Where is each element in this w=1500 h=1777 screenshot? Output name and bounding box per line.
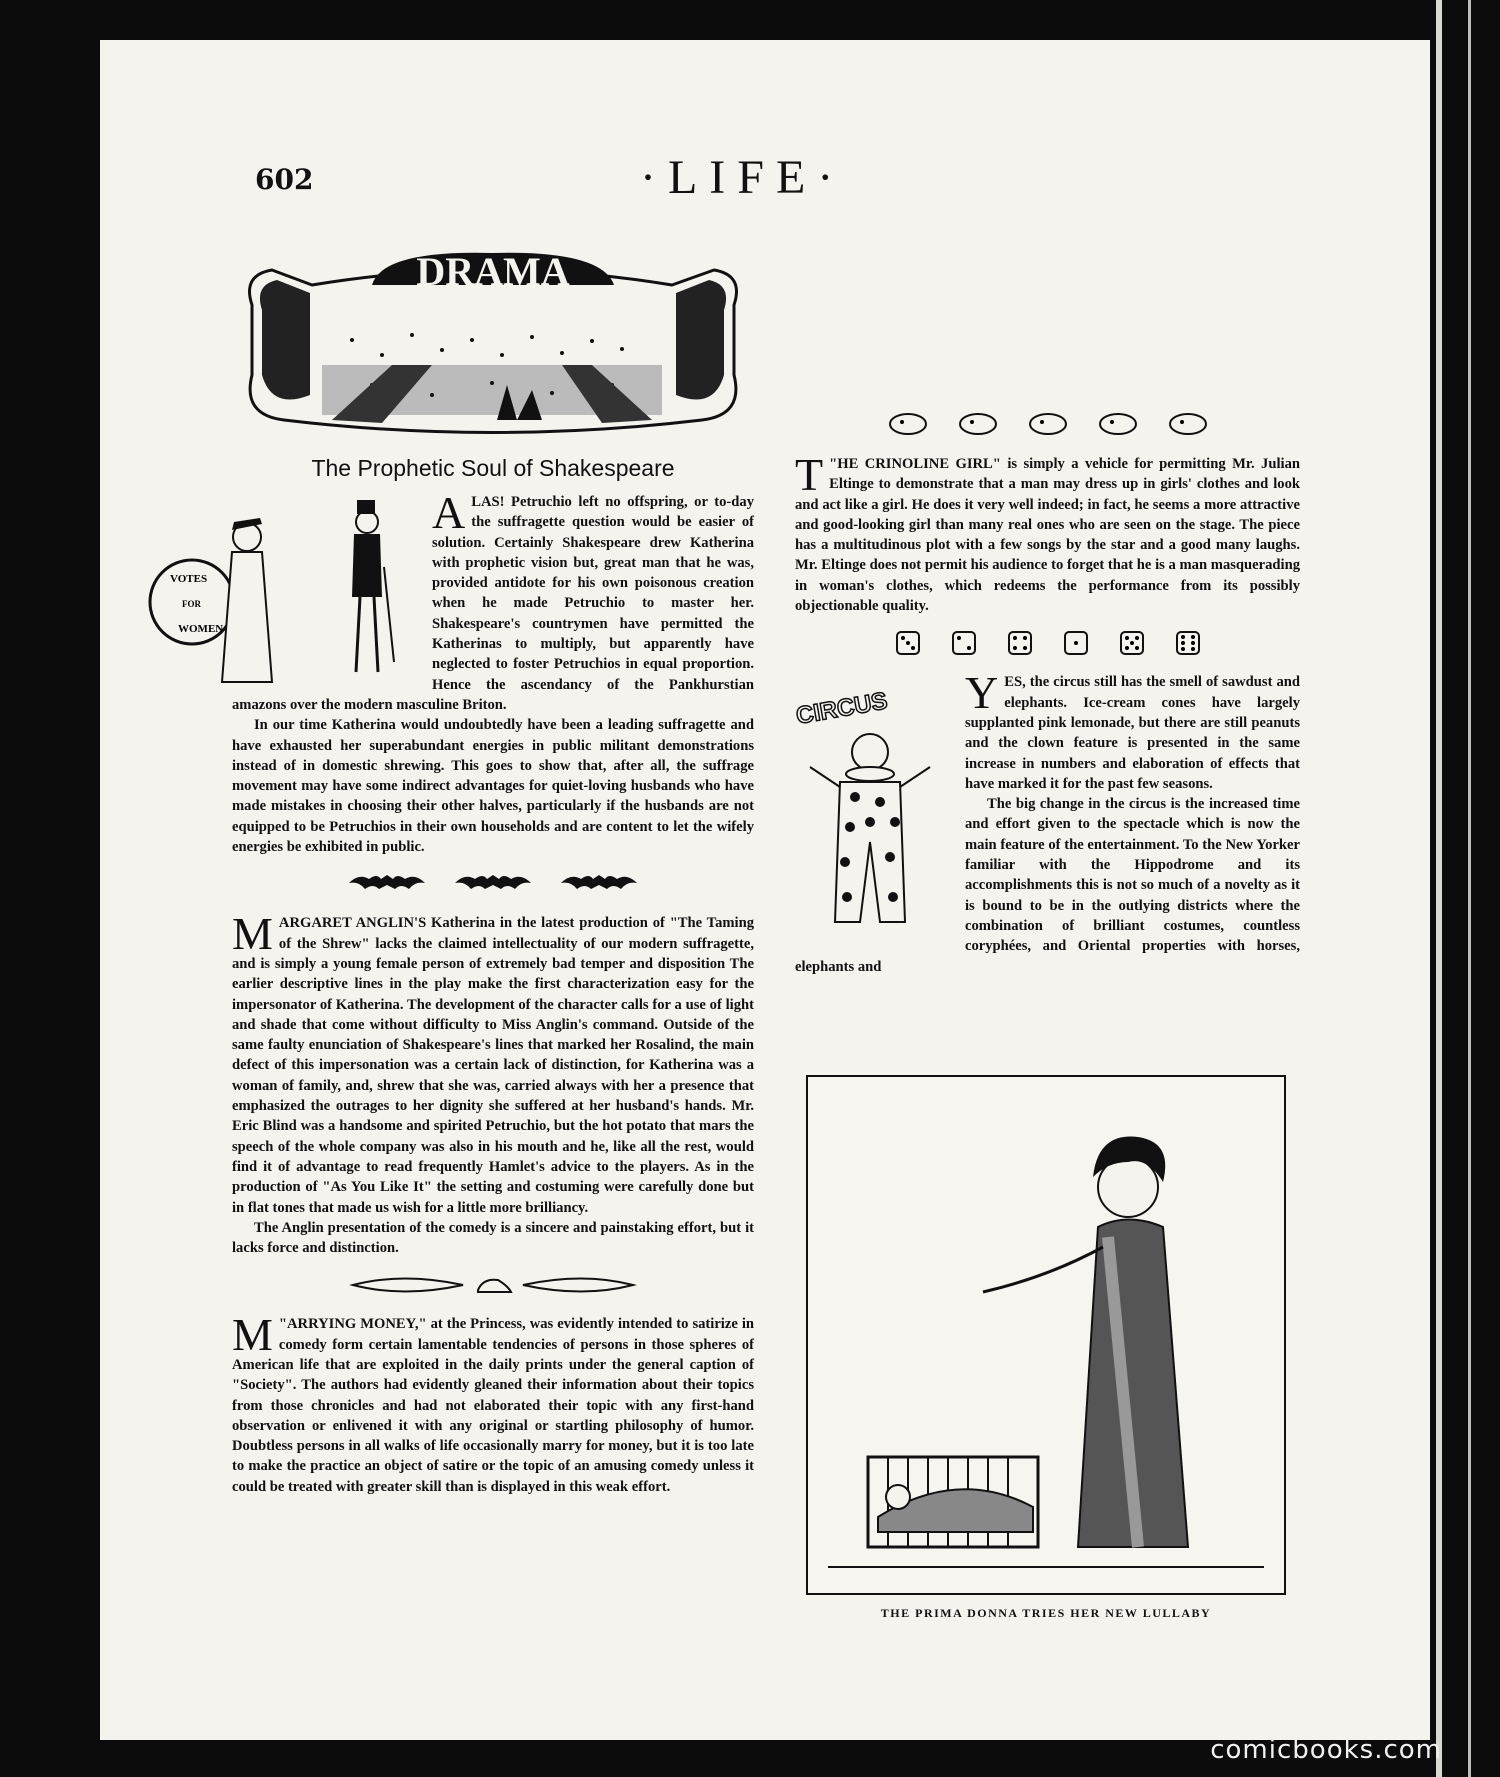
face-icon xyxy=(1168,412,1208,436)
drama-banner-title: DRAMA xyxy=(416,249,570,294)
paragraph: ARRYING MONEY," at the Princess, was evidently intended to satirize in comedy form certain lamentable tendencies of persons in those spheres of American life that are exploited in the daily prints under the general caption of "Society". The authors had evidently gleaned their information about their topics from those chronicles and had not elaborated their topic with any first-hand observation or enlivened it with any original or startling philosophy of humor. Doubtless persons in all walks of life occasionally marry for money, but it is too late to make the practice an object of satire or the topic of an amusing comedy unless it could be treated with greater skill than is displayed in this weak effort. xyxy=(232,1316,754,1495)
watermark: comicbooks.com xyxy=(1210,1735,1442,1765)
dropcap: M xyxy=(232,908,273,960)
bat-icon xyxy=(455,871,531,895)
quote-mark: " xyxy=(278,1316,288,1333)
paragraph: ES, the circus still has the smell of sawdust and elephants. Ice-cream cones have largely supplanted pink lemonade, but there are still peanuts and the clown feature is presented in the same increase in numbers and elaboration of effects that have marked it for the past few seasons. xyxy=(965,674,1300,792)
face-icon xyxy=(888,412,928,436)
paragraph: HE CRINOLINE GIRL" is simply a vehicle for permitting Mr. Julian Eltinge to demonstrate that a man may dress up in girls' clothes and look and act like a girl. He does it very well indeed; in fact, he seems a more attractive and good-looking girl than many real ones who are seen on the stage. The piece has a multitudinous plot with a few songs by the star and a good many laughs. Mr. Eltinge does not permit his audience to forget that he is a man masquerading in woman's clothes, which redeems the performance from its possibly objectionable quality. xyxy=(795,456,1300,615)
dropcap: Y xyxy=(965,667,999,719)
left-column xyxy=(170,245,754,1497)
circus-label: CIRCUS xyxy=(794,687,890,731)
next-page-edge-line xyxy=(1468,0,1471,1777)
die-icon xyxy=(951,630,977,656)
cartoon-caption: THE PRIMA DONNA TRIES HER NEW LULLABY xyxy=(880,1606,1212,1620)
die-icon xyxy=(1119,630,1145,656)
article-marrying-money xyxy=(232,1309,754,1497)
bat-ornament-divider xyxy=(232,871,754,899)
dropcap: A xyxy=(432,487,466,538)
paragraph: ARGARET ANGLIN'S Katherina in the latest production of "The Taming of the Shrew" lacks the claimed intellectuality of our modern suffragette, and is simply a young female person of extremely bad temper and disposition The earlier descriptive lines in the play make the first characterization easy for the impersonator of Katherina. The development of the character calls for a use of light and shade that come without difficulty to Miss Anglin's command. Outside of the same faulty enunciation of Shakespeare's lines that marked her Rosalind, the main defect of this impersonation was a certain lack of distinction, for Katherina was a woman of family, and, shrew that she was, carried always with her a presence that emphasized the outrages to her dignity she suffered at her husband's hands. Mr. Eric Blind was a handsome and spirited Petruchio, but the hot potato that mars the speech of the whole company was also in his mouth and he, like all the rest, would find it of advantage to read frequently Hamlet's advice to the players. As in the production of "As You Like It" the setting and costuming were carefully done but in flat tones that made us wish for a little more brilliancy. xyxy=(232,915,754,1216)
spacer-continued-text xyxy=(795,230,1300,398)
article-title: The Prophetic Soul of Shakespeare xyxy=(311,455,675,481)
page-number: 602 xyxy=(255,163,314,196)
paragraph: The Anglin presentation of the comedy is a sincere and painstaking effort, but it lacks force and distinction. xyxy=(232,1219,754,1257)
dropcap: T xyxy=(795,449,824,500)
faces-ornament-divider xyxy=(795,412,1300,440)
dropcap: M xyxy=(232,1309,273,1361)
die-icon xyxy=(895,630,921,656)
bat-icon xyxy=(349,871,425,895)
next-page-edge xyxy=(1436,0,1442,1777)
die-icon xyxy=(1063,630,1089,656)
paragraph: The big change in the circus is the increased time and effort given to the spectacle which is now the main feature of the entertainment. To the New Yorker familiar with the Hippodrome and its accomplishments this is not so much of a novelty as it is bound to be in the outlying districts where the combination of brilliant costumes, countless coryphées, and Oriental properties with horses, elephants and xyxy=(795,796,1300,975)
sign-votes: VOTES xyxy=(170,573,208,585)
clown-illustration xyxy=(785,672,955,942)
laurel-slipper-icon xyxy=(343,1272,643,1298)
sign-for: FOR xyxy=(182,599,201,609)
face-icon xyxy=(958,412,998,436)
prima-donna-cartoon xyxy=(806,1075,1286,1595)
paragraph: LAS! Petruchio left no offspring, or to-day the suffragette question would be easier of solution. Certainly Shakespeare drew Katherina with prophetic vision but, great man that he was, provided antidote for his own poisonous creation when he made Petruchio to master her. Shakespeare's countrymen have permitted the Katherinas to multiply, but apparently have neglected to foster Petruchios in equal proportion. Hence the ascendancy of the Pankhurstian amazons over the modern masculine Briton. xyxy=(232,494,754,713)
die-icon xyxy=(1007,630,1033,656)
article-margaret-anglin xyxy=(232,908,754,1258)
face-icon xyxy=(1098,412,1138,436)
suffragette-cartoon-illustration xyxy=(142,492,422,692)
dice-ornament-divider xyxy=(795,630,1300,658)
bat-icon xyxy=(561,871,637,895)
drama-banner-illustration xyxy=(232,245,754,445)
slipper-ornament-divider xyxy=(232,1272,754,1300)
prima-donna-illustration xyxy=(808,1077,1284,1593)
masthead: ·LIFE· xyxy=(640,151,846,204)
article-crinoline-girl xyxy=(795,449,1300,616)
paragraph: In our time Katherina would undoubtedly have been a leading suffragette and have exhausted her superabundant energies in public militant demonstrations instead of in domestic shrewing. This goes to show that, after all, the suffrage movement may have some indirect advantages for quiet-loving husbands who have made mistakes in choosing their other halves, particularly if the husbands are not equipped to be Petruchios in their own households and are content to let the wifely energies be exhibited in public. xyxy=(232,717,754,856)
sign-women: WOMEN xyxy=(178,623,224,635)
die-icon xyxy=(1175,630,1201,656)
face-icon xyxy=(1028,412,1068,436)
article-circus xyxy=(794,667,1300,976)
article-prophetic-soul xyxy=(170,487,754,857)
quote-mark: " xyxy=(829,456,838,472)
right-column xyxy=(795,230,1300,977)
